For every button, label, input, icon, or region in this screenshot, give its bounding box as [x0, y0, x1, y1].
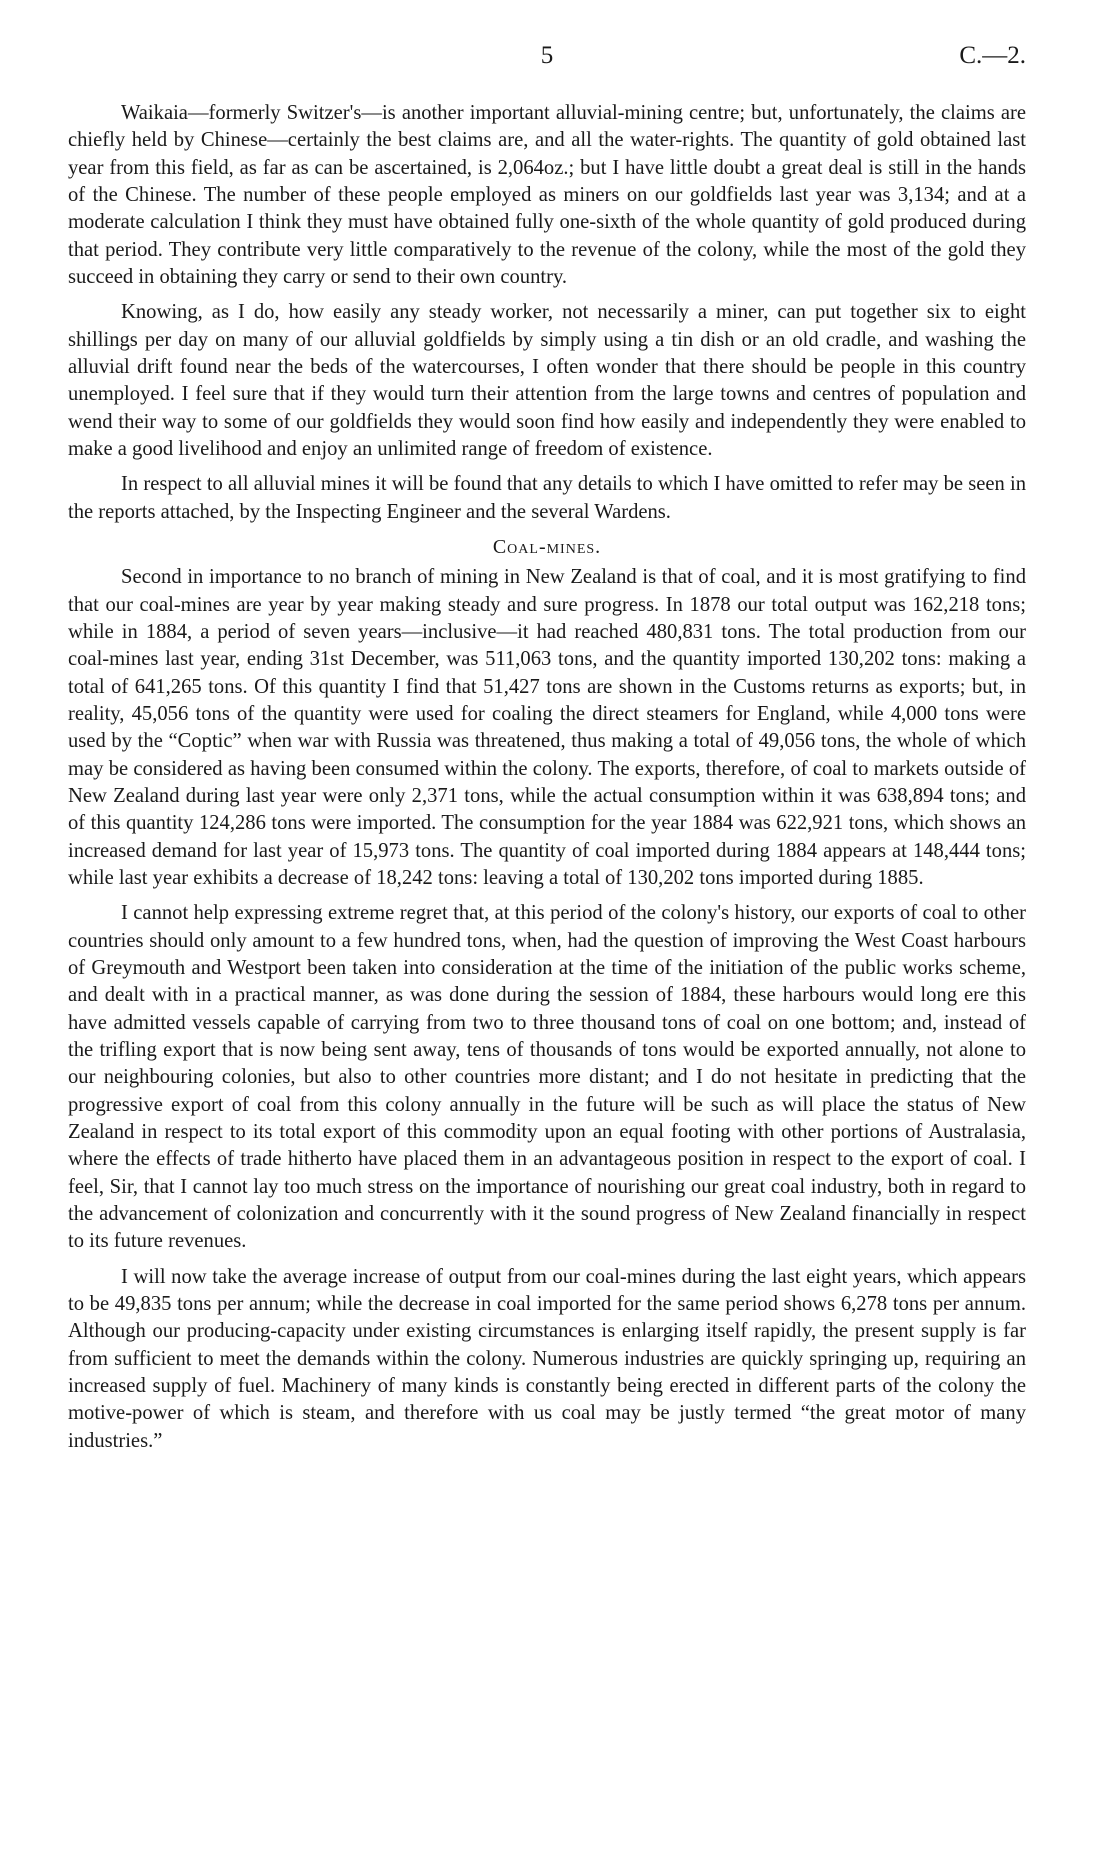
- document-body: [68, 100, 1026, 1463]
- section-heading-coal-mines: Coal-mines.: [492, 536, 602, 559]
- paragraph-alluvial-mines: In respect to all alluvial mines it will be found that any details to which I have omitted to refer may be seen in the reports attached, by the Inspecting Engineer and the several Wardens.: [68, 473, 1026, 523]
- paragraph-coal-exports-regret: I cannot help expressing extreme regret that, at this period of the colony's history, our exports of coal to other countries should only amount to a few hundred tons, when, had the question of improving the West Coast harbours of Greymouth and Westport been taken into consideration at the time of the initiation of the public works scheme, and dealt with in a practical manner, as was done during the session of 1884, these harbours would long ere this have admitted vessels capable of carrying from two to three thousand tons of coal on one bottom; and, instead of the trifling export that is now being sent away, tens of thousands of tons would be exported annually, not alone to our neighbouring colonies, but also to other countries more distant; and I do not hesitate in predicting that the progressive export of coal from this colony annually in the future will be such as will place the status of New Zealand in respect to its total export of this commodity upon an equal footing with other portions of Australasia, where the effects of trade hitherto have placed them in an advantageous position in respect to the export of coal. I feel, Sir, that I cannot lay too much stress on the importance of nourishing our great coal industry, both in regard to the advancement of colonization and concurrently with it the sound progress of New Zealand financially in respect to its future revenues.: [68, 902, 1026, 1253]
- page-header: [68, 40, 1026, 74]
- document-reference: C.—2.: [959, 42, 1026, 69]
- page-number: 5: [540, 42, 554, 69]
- paragraph-waikaia: Waikaia—formerly Switzer's—is another important alluvial-mining centre; but, unfortunately, the claims are chiefly held by Chinese—certainly the best claims are, and all the water-rights. The quantity of gold obtained last year from this field, as far as can be ascertained, is 2,064oz.; but I have little doubt a great deal is still in the hands of the Chinese. The number of these people employed as miners on our goldfields last year was 3,134; and at a moderate calculation I think they must have obtained fully one-sixth of the whole quantity of gold produced during that period. They contribute very little comparatively to the revenue of the colony, while the most of the gold they succeed in obtaining they carry or send to their own country.: [68, 102, 1026, 289]
- paragraph-knowing: Knowing, as I do, how easily any steady worker, not necessarily a miner, can put together six to eight shillings per day on many of our alluvial goldfields by simply using a tin dish or an old cradle, and washing the alluvial drift found near the beds of the watercourses, I often wonder that there should be people in this country unemployed. I feel sure that if they would turn their attention from the large towns and centres of population and wend their way to some of our goldfields they would soon find how easily and independently they were enabled to make a good livelihood and enjoy an unlimited range of freedom of existence.: [68, 301, 1026, 461]
- paragraph-coal-output: Second in importance to no branch of mining in New Zealand is that of coal, and it is most gratifying to find that our coal-mines are year by year making steady and sure progress. In 1878 our total output was 162,218 tons; while in 1884, a period of seven years—inclusive—it had reached 480,831 tons. The total production from our coal-mines last year, ending 31st December, was 511,063 tons, and the quantity imported 130,202 tons: making a total of 641,265 tons. Of this quantity I find that 51,427 tons are shown in the Customs returns as exports; but, in reality, 45,056 tons of the quantity were used for coaling the direct steamers for England, while 4,000 tons were used by the “Coptic” when war with Russia was threatened, thus making a total of 49,056 tons, the whole of which may be considered as having been consumed within the colony. The exports, therefore, of coal to markets outside of New Zealand during last year were only 2,371 tons, while the actual consumption within it was 638,894 tons; and of this quantity 124,286 tons were imported. The consumption for the year 1884 was 622,921 tons, which shows an increased demand for last year of 15,973 tons. The quantity of coal imported during 1884 appears at 148,444 tons; while last year exhibits a decrease of 18,242 tons: leaving a total of 130,202 tons imported during 1885.: [68, 566, 1026, 889]
- paragraph-coal-average-increase: I will now take the average increase of output from our coal-mines during the last eight years, which appears to be 49,835 tons per annum; while the decrease in coal imported for the same period shows 6,278 tons per annum. Although our producing-capacity under existing circumstances is enlarging itself rapidly, the present supply is far from sufficient to meet the demands within the colony. Numerous industries are quickly springing up, requiring an increased supply of fuel. Machinery of many kinds is constantly being erected in different parts of the colony the motive-power of which is steam, and therefore with us coal may be justly termed “the great motor of many industries.”: [68, 1265, 1026, 1452]
